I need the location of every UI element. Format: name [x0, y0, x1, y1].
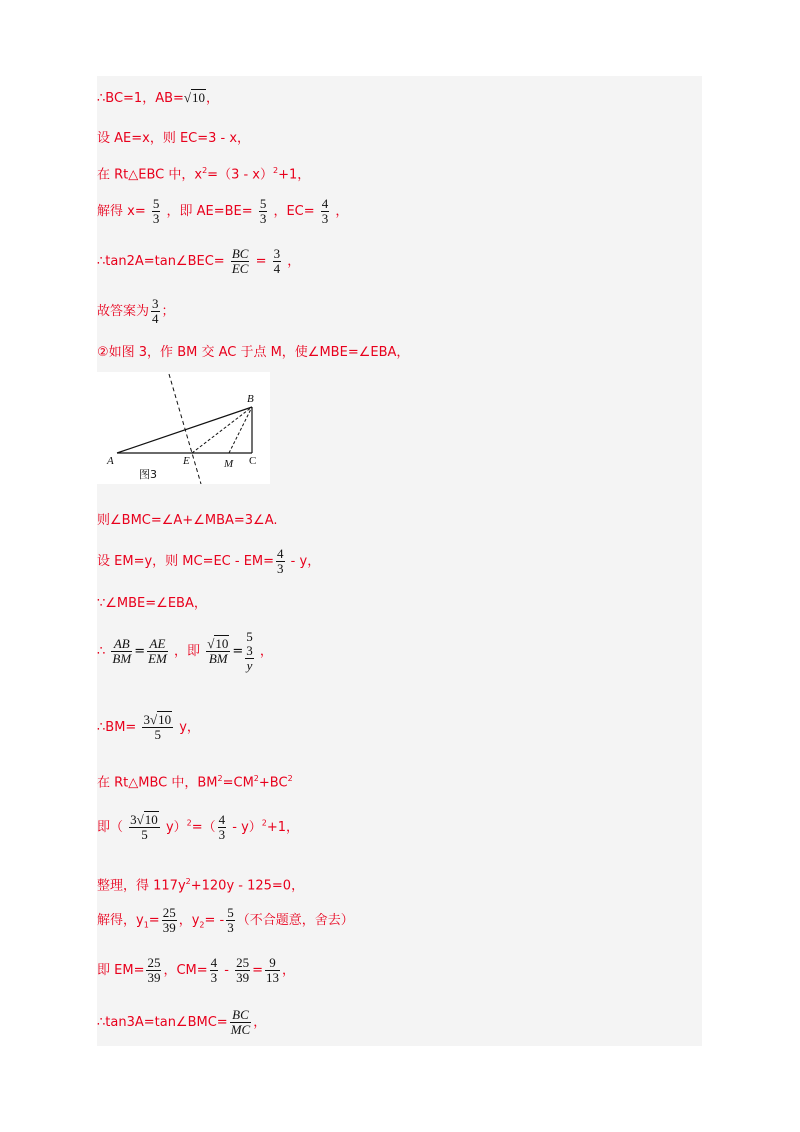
line-answer — [97, 297, 175, 326]
numerator: 3√10 — [143, 712, 172, 727]
fraction — [111, 637, 132, 666]
line-tan2a — [97, 247, 300, 276]
numerator: √10 — [207, 636, 229, 651]
superscript: 2 — [186, 818, 192, 828]
text: ，CM= — [163, 963, 208, 978]
fraction — [152, 197, 161, 226]
text: 设 EM=y，则 MC=EC - EM= — [97, 554, 275, 569]
radicand: 10 — [158, 712, 172, 727]
text: 解得，y — [97, 913, 144, 928]
fraction — [147, 637, 168, 666]
text: - — [220, 963, 234, 978]
text: ， — [282, 963, 296, 978]
coefficient: 3 — [130, 812, 137, 827]
label-a: A — [107, 455, 114, 467]
denominator: 3 — [152, 211, 160, 226]
numerator: 3 — [152, 296, 159, 311]
denominator: 3 — [218, 827, 226, 842]
label-c: C — [249, 455, 257, 467]
text: 解得 x= — [97, 204, 146, 219]
denominator: 5 — [141, 827, 148, 842]
denominator: BM — [208, 651, 228, 666]
numerator: 3 — [273, 246, 281, 261]
numerator: 3√10 — [130, 812, 158, 827]
text: 在 Rt△EBC 中，x — [97, 167, 203, 183]
text: 即 EM= — [97, 963, 145, 978]
text: y） — [165, 820, 187, 835]
subscript: 2 — [199, 920, 205, 930]
equals: = — [232, 644, 244, 659]
line-bc-ab — [97, 90, 219, 107]
denominator: 3 — [277, 561, 284, 576]
fraction — [259, 197, 268, 226]
denominator: 3 — [321, 211, 329, 226]
text: = — [252, 963, 264, 978]
text: ∴tan3A=tan∠BMC= — [97, 1015, 228, 1030]
text: +1， — [278, 167, 311, 183]
denominator: MC — [230, 1022, 251, 1037]
numerator: BC — [231, 246, 249, 261]
subscript: 1 — [143, 920, 149, 930]
text: =（3 - x） — [207, 167, 273, 183]
fraction — [206, 637, 230, 666]
fraction — [231, 247, 250, 276]
text: 整理，得 117y — [97, 878, 186, 894]
line-because: ∵∠MBE=∠EBA， — [97, 596, 207, 611]
line-rt-mbc — [97, 771, 293, 791]
numerator: AB — [111, 637, 132, 652]
numerator: 4 — [321, 196, 329, 211]
text: - y） — [228, 820, 262, 835]
fraction — [230, 1008, 252, 1037]
text: +BC — [258, 775, 288, 791]
radicand: 10 — [215, 636, 229, 651]
fraction — [226, 906, 235, 935]
text: ∴BC=1，AB= — [97, 91, 184, 106]
text: ， — [253, 1015, 267, 1030]
text: （不合题意，舍去） — [236, 913, 354, 928]
inner-top: 5 — [246, 629, 253, 644]
line-let-ae: 设 AE=x，则 EC=3 - x， — [97, 131, 251, 146]
superscript: 2 — [217, 774, 223, 783]
inner-bottom: 3 — [246, 643, 253, 658]
superscript: 2 — [253, 774, 259, 783]
line-solve-y — [97, 906, 354, 935]
line-simplify — [97, 874, 304, 894]
numerator: BC — [230, 1008, 252, 1023]
label-e: E — [183, 455, 190, 467]
text: = — [255, 254, 267, 269]
fraction — [162, 906, 177, 935]
figure-caption: 图3 — [139, 468, 157, 481]
denominator: 4 — [273, 261, 281, 276]
text: 故答案为 — [97, 304, 150, 319]
fraction — [210, 956, 219, 985]
numerator: AE — [147, 637, 168, 652]
text: ，即 AE=BE= — [166, 204, 253, 219]
fraction — [151, 297, 160, 326]
numerator: 4 — [218, 812, 226, 827]
numerator: 25 — [236, 955, 250, 970]
coefficient: 3 — [143, 712, 150, 727]
equals: = — [134, 644, 146, 659]
fraction — [146, 956, 161, 985]
fraction — [276, 547, 285, 576]
line-equation — [97, 813, 299, 842]
text: y， — [179, 720, 200, 735]
numerator: 4 — [210, 955, 218, 970]
text: ， — [259, 644, 273, 659]
radicand: 10 — [192, 90, 206, 105]
line-figure3-intro: ②如图 3，作 BM 交 AC 于点 M，使∠MBE=∠EBA， — [97, 345, 410, 360]
sqrt-10: √10 — [183, 90, 206, 105]
text: ， — [206, 91, 220, 106]
numerator: 4 — [277, 546, 284, 561]
text: ； — [161, 304, 175, 319]
fraction — [321, 197, 330, 226]
radicand: 10 — [144, 812, 158, 827]
denominator: 39 — [162, 920, 176, 935]
superscript: 2 — [261, 818, 267, 828]
fraction — [273, 247, 282, 276]
text: = — [148, 913, 160, 928]
denominator: 3 — [227, 920, 234, 935]
text: 即（ — [97, 820, 124, 835]
text: ∴ — [97, 644, 106, 659]
denominator: 39 — [236, 970, 250, 985]
superscript: 2 — [287, 774, 293, 783]
numerator: 5 — [152, 196, 160, 211]
denominator: 3 — [259, 211, 267, 226]
text: - y， — [286, 554, 321, 569]
line-rt-ebc — [97, 163, 310, 183]
denominator: BM — [112, 651, 132, 666]
line-tan3a — [97, 1008, 266, 1037]
text: ，y — [178, 913, 200, 928]
numerator: 5 — [227, 905, 234, 920]
text: +120y - 125=0， — [190, 878, 305, 894]
fraction — [142, 713, 173, 742]
text: ∴BM= — [97, 720, 137, 735]
fraction — [235, 956, 250, 985]
denominator: y — [246, 658, 253, 673]
text: 在 Rt△MBC 中，BM — [97, 775, 218, 791]
line-let-em — [97, 547, 320, 576]
figure-3 — [97, 372, 270, 484]
compound-fraction — [245, 630, 254, 673]
line-em-cm — [97, 956, 295, 985]
denominator: EM — [148, 651, 167, 666]
label-b: B — [247, 393, 254, 405]
denominator: 39 — [147, 970, 161, 985]
text: ∴tan2A=tan∠BEC= — [97, 254, 225, 269]
line-bmc: 则∠BMC=∠A+∠MBA=3∠A. — [97, 513, 278, 528]
fraction — [265, 956, 280, 985]
numerator: 25 — [162, 905, 176, 920]
line-solve-x — [97, 197, 348, 226]
fraction — [218, 813, 227, 842]
text: =（ — [191, 820, 216, 835]
text: ， — [335, 204, 349, 219]
denominator: 5 — [154, 727, 162, 742]
line-bm — [97, 713, 200, 742]
fraction — [129, 813, 160, 842]
text: ，即 — [174, 644, 201, 659]
superscript: 2 — [185, 877, 191, 886]
text: +1， — [266, 820, 300, 835]
numerator: 5 — [259, 196, 267, 211]
numerator: 9 — [265, 956, 280, 971]
text: ，EC= — [273, 204, 315, 219]
superscript: 2 — [273, 166, 279, 175]
denominator: 4 — [152, 311, 159, 326]
superscript: 2 — [202, 166, 208, 175]
denominator: 13 — [266, 970, 280, 985]
text: = - — [204, 913, 225, 928]
denominator: EC — [231, 261, 249, 276]
line-ratio — [97, 630, 273, 673]
text: ， — [287, 254, 301, 269]
denominator: 3 — [210, 970, 218, 985]
label-m: M — [224, 458, 234, 470]
text: =CM — [222, 775, 254, 791]
numerator: 25 — [147, 955, 161, 970]
